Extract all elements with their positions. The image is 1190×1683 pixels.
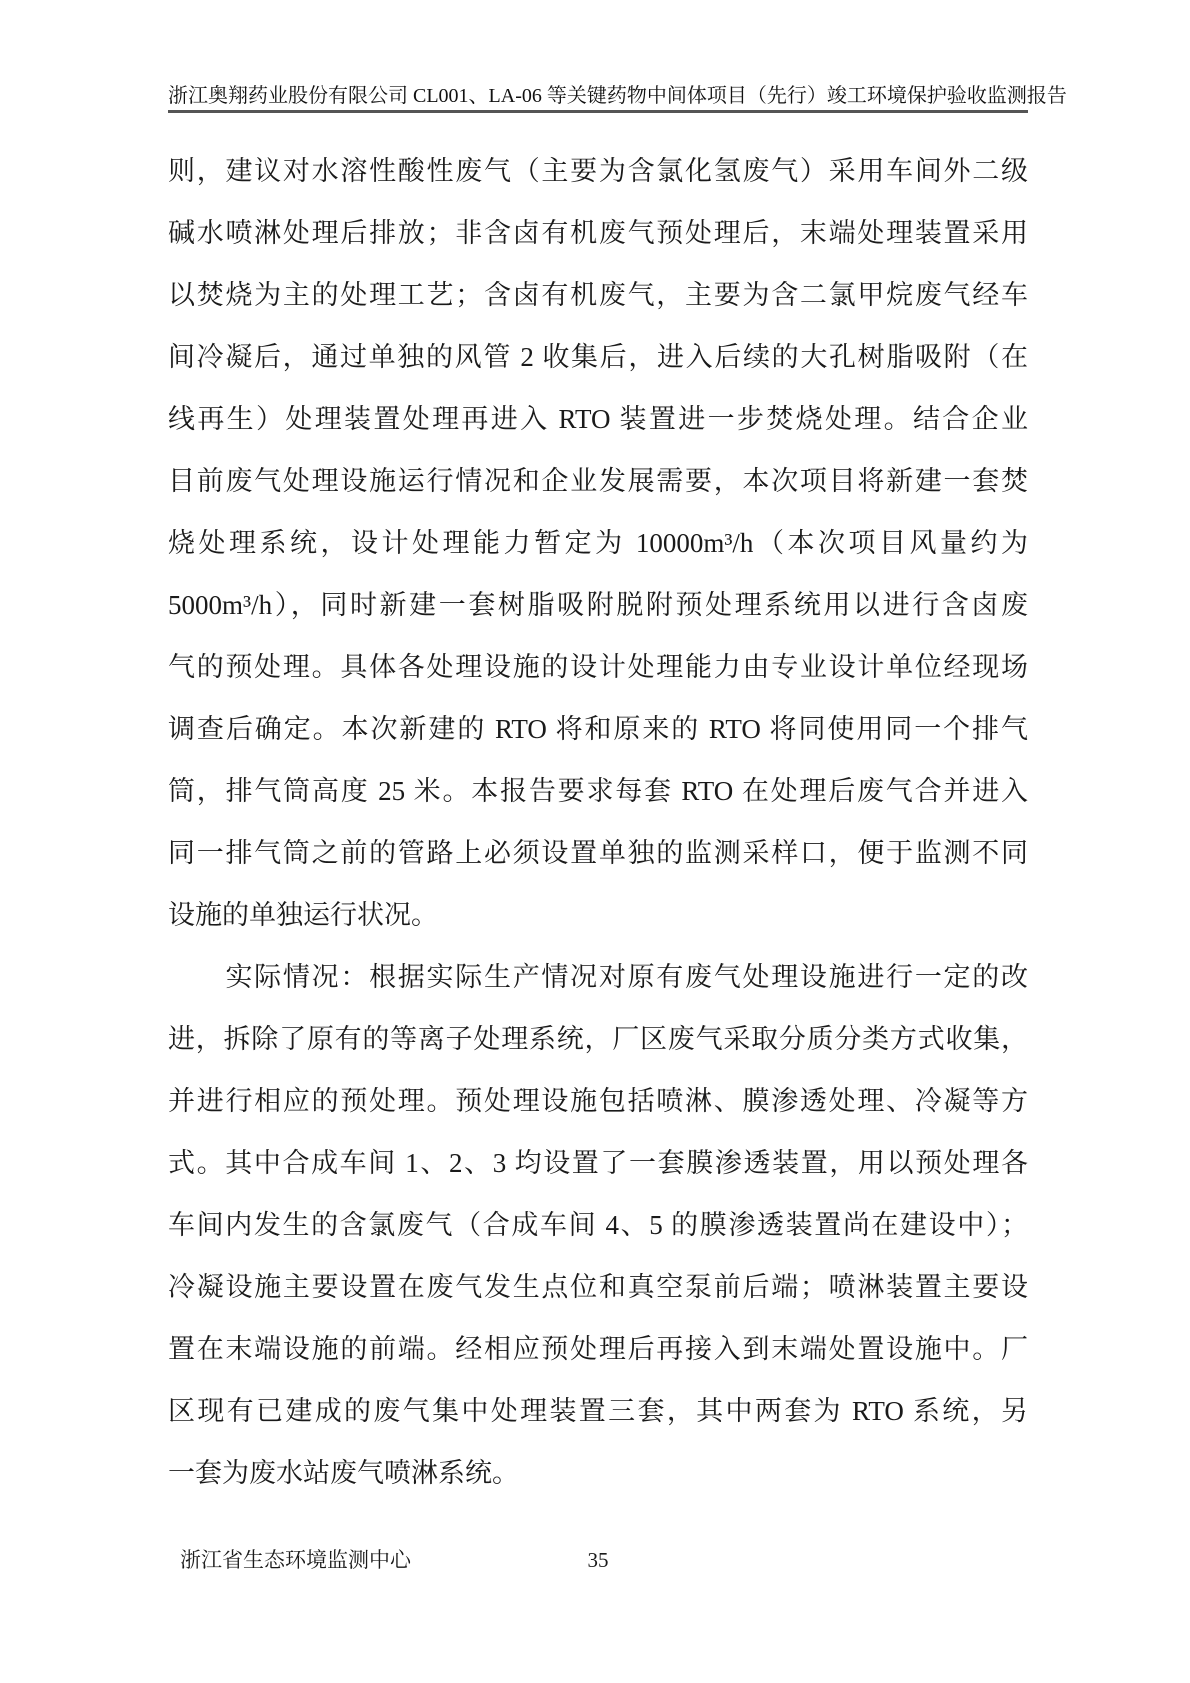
text-line: 进，拆除了原有的等离子处理系统，厂区废气采取分质分类方式收集， — [168, 1024, 1028, 1054]
text-line: 设施的单独运行状况。 — [168, 900, 438, 930]
text-line: 碱水喷淋处理后排放；非含卤有机废气预处理后，末端处理装置采用 — [168, 218, 1028, 248]
text-line: 以焚烧为主的处理工艺；含卤有机废气，主要为含二氯甲烷废气经车 — [168, 280, 1028, 310]
footer-organization: 浙江省生态环境监测中心 — [180, 1548, 411, 1572]
page-number: 35 — [587, 1548, 609, 1572]
text-line: 冷凝设施主要设置在废气发生点位和真空泵前后端；喷淋装置主要设 — [168, 1272, 1028, 1302]
text-line: 调查后确定。本次新建的 RTO 将和原来的 RTO 将同使用同一个排气 — [168, 714, 1028, 744]
text-line: 间冷凝后，通过单独的风管 2 收集后，进入后续的大孔树脂吸附（在 — [168, 342, 1028, 372]
header-rule — [168, 110, 1028, 113]
text-line: 目前废气处理设施运行情况和企业发展需要，本次项目将新建一套焚 — [168, 466, 1028, 496]
page-header — [168, 84, 1067, 113]
text-line: 筒，排气筒高度 25 米。本报告要求每套 RTO 在处理后废气合并进入 — [168, 776, 1028, 806]
text-line: 置在末端设施的前端。经相应预处理后再接入到末端处置设施中。厂 — [168, 1334, 1028, 1364]
text-line: 式。其中合成车间 1、2、3 均设置了一套膜渗透装置，用以预处理各 — [168, 1148, 1028, 1178]
text-line: 实际情况：根据实际生产情况对原有废气处理设施进行一定的改 — [168, 962, 1028, 992]
text-line: 区现有已建成的废气集中处理装置三套，其中两套为 RTO 系统，另 — [168, 1396, 1028, 1426]
document-body — [168, 140, 1028, 1504]
page-footer — [168, 1545, 1028, 1575]
text-line: 5000m³/h），同时新建一套树脂吸附脱附预处理系统用以进行含卤废 — [168, 590, 1028, 620]
text-line: 则，建议对水溶性酸性废气（主要为含氯化氢废气）采用车间外二级 — [168, 156, 1028, 186]
text-line: 并进行相应的预处理。预处理设施包括喷淋、膜渗透处理、冷凝等方 — [168, 1086, 1028, 1116]
header-title: 浙江奥翔药业股份有限公司 CL001、LA-06 等关键药物中间体项目（先行）竣工环境保护验收监测报告 — [168, 85, 1067, 107]
paragraph — [168, 946, 1028, 1504]
text-line: 气的预处理。具体各处理设施的设计处理能力由专业设计单位经现场 — [168, 652, 1028, 682]
text-line: 同一排气筒之前的管路上必须设置单独的监测采样口，便于监测不同 — [168, 838, 1028, 868]
text-line: 线再生）处理装置处理再进入 RTO 装置进一步焚烧处理。结合企业 — [168, 404, 1028, 434]
text-line: 烧处理系统，设计处理能力暂定为 10000m³/h（本次项目风量约为 — [168, 528, 1028, 558]
paragraph — [168, 140, 1028, 946]
text-line: 一套为废水站废气喷淋系统。 — [168, 1458, 519, 1488]
text-line: 车间内发生的含氯废气（合成车间 4、5 的膜渗透装置尚在建设中）； — [168, 1210, 1028, 1240]
